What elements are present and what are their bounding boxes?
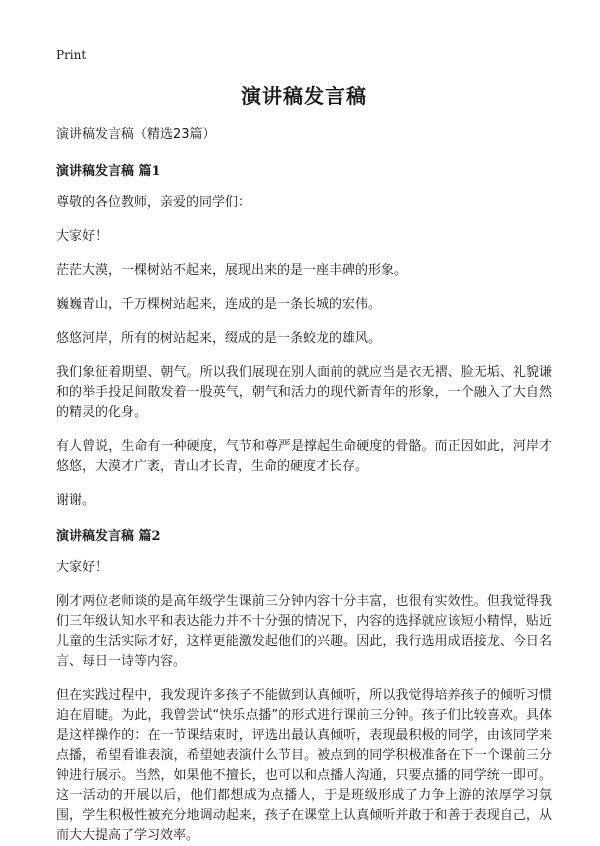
paragraph: 谢谢。 xyxy=(56,493,96,508)
paragraph: 悠悠河岸，所有的树站起来，缀成的是一条蛟龙的雄风。 xyxy=(56,331,382,346)
document-title: 演讲稿发言稿 xyxy=(241,84,367,108)
document-subtitle: 演讲稿发言稿（精选23篇） xyxy=(56,127,216,142)
paragraph: 我们象征着期望、朝气。所以我们展现在别人面前的就应当是衣无褶、脸无垢、礼貌谦和的举手投足间散发着一股英气，朝气和活力的现代新青年的形象，一个融入了大自然的精灵的化身。 xyxy=(56,365,552,420)
paragraph: 茫茫大漠，一棵树站不起来，展现出来的是一座丰碑的形象。 xyxy=(56,263,408,278)
paragraph: 有人曾说，生命有一种硬度，气节和尊严是撑起生命硬度的骨骼。而正因如此，河岸才悠悠，大漠才广袤，青山才长青，生命的硬度才长存。 xyxy=(56,439,552,474)
section-heading: 演讲稿发言稿 篇2 xyxy=(56,529,161,544)
paragraph: 但在实践过程中，我发现许多孩子不能做到认真倾听，所以我觉得培养孩子的倾听习惯迫在眉睫。为此，我曾尝试“快乐点播”的形式进行课前三分钟。孩子们比较喜欢。具体是这样操作的：在一节课结束时，评选出最认真倾听，表现最积极的同学，由该同学来点播，希望看谁表演，希望她表演什么节目。被点到的同学积极准备在下一个课前三分钟进行展示。当然，如果他不擅长，也可以和点播人沟通，只要点播的同学统一即可。这一活动的开展以后，他们都想成为点播人，于是班级形成了力争上游的浓厚学习氛围，学生积极性被充分地调动起来，孩子在课堂上认真倾听并敢于和善于表现自己，从而大大提高了学习效率。 xyxy=(56,688,552,843)
section-heading: 演讲稿发言稿 篇1 xyxy=(56,164,161,179)
paragraph: 巍巍青山，千万棵树站起来，连成的是一条长城的宏伟。 xyxy=(56,297,382,312)
paragraph: 尊敬的各位教师，亲爱的同学们： xyxy=(56,195,252,210)
print-link[interactable]: Print xyxy=(56,48,87,62)
paragraph: 大家好！ xyxy=(56,229,109,244)
section-2 xyxy=(56,525,552,846)
paragraph: 刚才两位老师谈的是高年级学生课前三分钟内容十分丰富，也很有实效性。但我觉得我们三年级认知水平和表达能力并不十分强的情况下，内容的选择就应该短小精悍，贴近儿童的生活实际才好，这样更能激发起他们的兴趣。因此，我行选用成语接龙、今日名言、每日一诗等内容。 xyxy=(56,594,552,669)
section-1 xyxy=(56,160,552,511)
paragraph: 大家好！ xyxy=(56,560,109,575)
